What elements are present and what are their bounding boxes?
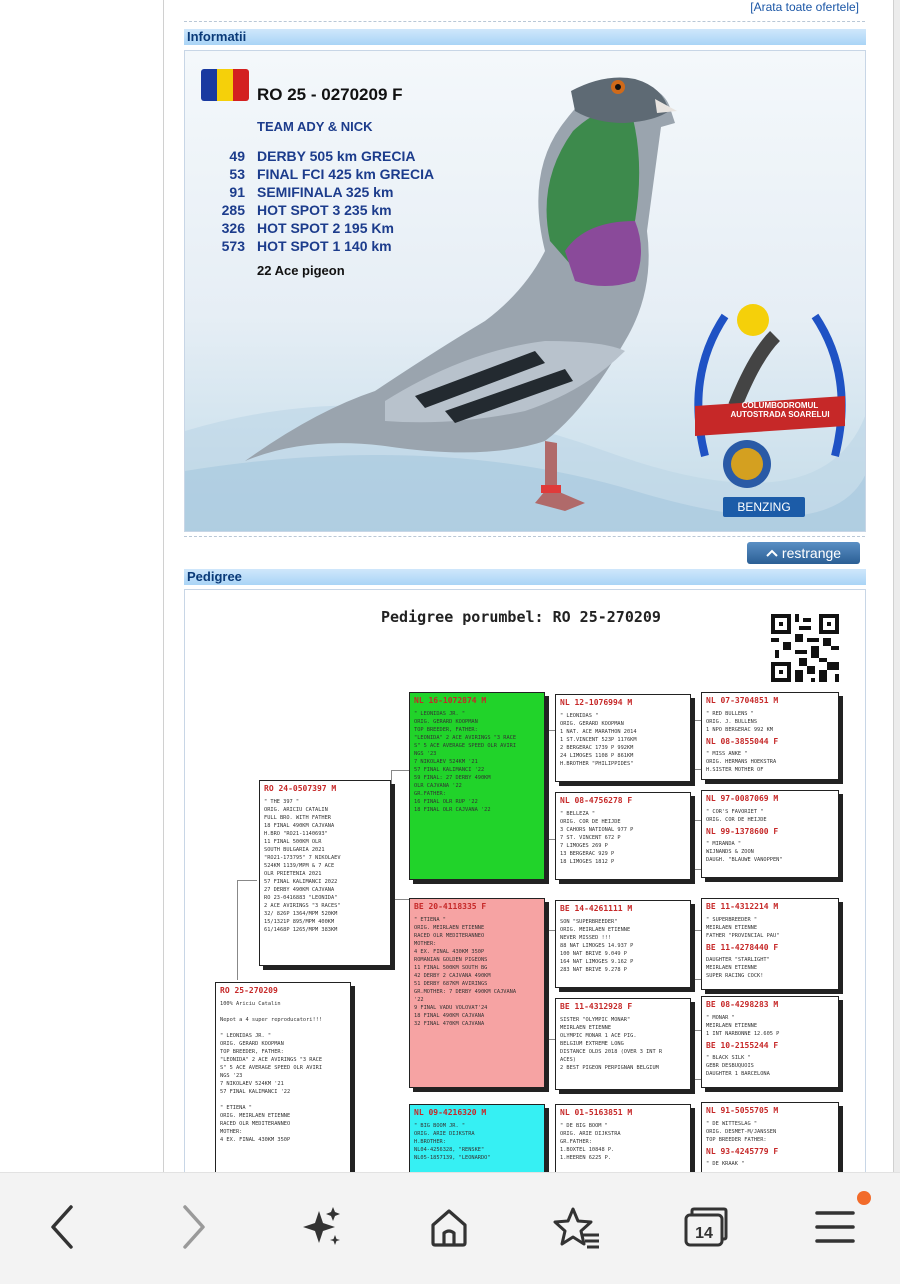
pedigree-connector (237, 880, 257, 980)
hamburger-menu-icon (813, 1205, 857, 1249)
card-notes: " BLACK SILK " GEBR DESBUQUOIS DAUGHTER 1 BARCELONA (706, 1055, 770, 1077)
card-ring-id: NL 12-1076994 M (560, 698, 633, 707)
result-row: 53 FINAL FCI 425 km GRECIA (229, 166, 435, 182)
card-notes: " ETIENA " ORIG. MEIRLAEN ETIENNE RACED OLR MEDITERANNEO MOTHER: 4 EX. FINAL 430KM 350P ROMANIAN GOLDEN PIGEONS 11 FINAL 500KM SOUTH BG 42 DERBY 2 CAJVANA 490KM 51 DERBY 687KM AVIRINGS GR.MOTHER: 7 DERBY 490KM CAJVANA '22 9 FINAL VADU VOLOVAT'24 18 FINAL 490KM CAJVANA 32 FINAL 470KM CAJVANA (414, 917, 517, 1027)
divider (184, 21, 865, 22)
chevron-up-icon (766, 543, 778, 565)
browser-bottom-nav (0, 1172, 900, 1284)
forward-button[interactable] (164, 1197, 224, 1257)
card-notes: SISTER "OLYMPIC MONAR" MEIRLAEN ETIENNE OLYMPIC MONAR 1 ACE PIG. BELGIUM EXTREME LONG DISTANCE OLDS 2018 (OVER 3 INT R ACES) 2 BEST PIGEON PERPIGNAN BELGIUM (560, 1017, 663, 1071)
pedigree-card-gen4 (701, 996, 839, 1088)
card-ring-id: NL 07-3704851 M (706, 696, 779, 705)
card-ring-id: NL 08-3855044 F (706, 737, 779, 746)
card-ring-id: BE 11-4312928 F (560, 1002, 633, 1011)
card-notes: " COR'S FAVORIET " ORIG. COR DE HEIJDE (706, 809, 767, 823)
card-notes: " LEONIDAS " ORIG. GERARD KOOPMAN 1 NAT. ACE MARATHON 2014 1 ST.VINCENT 523P 1176KM 2 BERGERAC 1739 P 992KM 24 LIMOGES 1108 P 861KM H.BROTHER "PHILIPPIDES" (560, 713, 637, 767)
pedigree-card-subject (215, 982, 351, 1172)
page-edge (894, 0, 900, 1172)
results-list (215, 147, 434, 255)
card-ring-id: NL 08-4756278 F (560, 796, 633, 805)
columbodrom-emblem-icon (685, 296, 855, 496)
result-row: 326 HOT SPOT 2 195 Km (221, 220, 394, 236)
card-notes: DAUGHTER "STARLIGHT" MEIRLAEN ETIENNE SUPER RACING COCK! (706, 957, 770, 979)
card-notes: " BIG BOOM JR. " ORIG. ARIE DIJKSTRA H.BROTHER: NL04-4256328, "RENSKE" NL05-1857139, "LEONARDO" (414, 1123, 491, 1161)
card-ring-id: NL 09-4216320 M (414, 1108, 487, 1117)
pedigree-card-gen4 (701, 898, 839, 990)
card-ring-id: BE 11-4312214 M (706, 902, 779, 911)
divider (184, 536, 865, 537)
result-row: 49 DERBY 505 km GRECIA (229, 148, 416, 164)
notification-dot (857, 1191, 871, 1205)
menu-button[interactable] (805, 1197, 865, 1257)
card-notes: " MIRANDA " WIJNANDS & ZOON DAUGH. "BLAUWE VANOPPEN" (706, 841, 783, 863)
card-ring-id: NL 99-1378600 F (706, 827, 779, 836)
ring-id: RO 25 - 0270209 F (257, 85, 403, 104)
card-notes: " DE WITTESLAG " ORIG. DESMET-M/JANSSEN TOP BREEDER FATHER: (706, 1121, 777, 1143)
card-ring-id: NL 93-4245779 F (706, 1147, 779, 1156)
result-row: 91 SEMIFINALA 325 km (229, 184, 394, 200)
pedigree-card-gen3 (555, 1104, 691, 1172)
card-notes: " SUPERBREEDER " MEIRLAEN ETIENNE FATHER "PROVINCIAL PAU" (706, 917, 780, 939)
pedigree-card-gen3 (555, 792, 691, 880)
card-ring-id: NL 16-1072874 M (414, 696, 487, 705)
card-notes: " RED BULLENS " ORIG. J. BULLENS 1 NPO BERGERAC 992 KM (706, 711, 773, 733)
star-list-icon (553, 1205, 601, 1249)
pedigree-card-gen3 (555, 694, 691, 782)
pedigree-card-dam (409, 898, 545, 1088)
home-icon (427, 1205, 471, 1249)
card-ring-id: BE 20-4118335 F (414, 902, 487, 911)
pedigree-title: Pedigree porumbel: RO 25-270209 (381, 608, 661, 626)
pedigree-card-father (259, 780, 391, 966)
card-ring-id: BE 08-4298283 M (706, 1000, 779, 1009)
bookmarks-button[interactable] (547, 1197, 607, 1257)
pedigree-card-grandsire (409, 1104, 545, 1172)
pedigree-card-gen4 (701, 692, 839, 780)
card-notes: " THE 397 " ORIG. ARICIU CATALIN FULL BRO. WITH FATHER 18 FINAL 490KM CAJVANA H.BRO "RO21-1140693" 11 FINAL 500KM OLR SOUTH BULGARIA 2021 "RO21-173795" 7 NIKOLAEV 524KM 1139/MPM & 7 ACE OLR PRIETENIA 2021 57 FINAL KALIMANCI 2022 27 DERBY 490KM CAJVANA RO 23-0416883 "LEONIDA" 2 ACE AVIRINGS "3 RACES" 32/ 826P 1364/MPM 520KM 15/1321P 895/MPM 400KM 61/1468P 1265/MPM 383KM (264, 799, 341, 933)
pedigree-card-gen3 (555, 998, 691, 1090)
back-button[interactable] (32, 1197, 92, 1257)
qr-code-icon (771, 614, 839, 682)
card-ring-id: BE 10-2155244 F (706, 1041, 779, 1050)
card-notes: SON "SUPERBREEDER" ORIG. MEIRLAEN ETIENNE NEVER MISSED !!! 88 NAT LIMOGES 14.937 P 100 NAT BRIVE 9.049 P 164 NAT LIMOGES 9.162 P 283 NAT BRIVE 9.278 P (560, 919, 634, 973)
ace-pigeon-label: 22 Ace pigeon (257, 263, 345, 278)
card-notes: " MISS ANKE " ORIG. HERMANS HOEKSTRA H.SISTER MOTHER OF (706, 751, 777, 773)
pedigree-card-gen4 (701, 1102, 839, 1172)
card-ring-id: RO 24-0507397 M (264, 784, 337, 793)
sparkle-icon (299, 1205, 343, 1249)
collapse-button[interactable]: restrange (747, 542, 860, 564)
romania-flag-icon (201, 69, 249, 101)
pedigree-section-header: Pedigree (184, 569, 866, 585)
card-notes: " DE BIG BOOM " ORIG. ARIE DIJKSTRA GR.FATHER: 1.BOXTEL 10848 P. 1.HEEREN 6225 P. (560, 1123, 621, 1161)
pedigree-card-sire (409, 692, 545, 880)
ai-assistant-button[interactable] (291, 1197, 351, 1257)
svg-text:14: 14 (695, 1225, 713, 1242)
card-ring-id: NL 91-5055705 M (706, 1106, 779, 1115)
tabs-button[interactable] (676, 1197, 736, 1257)
home-button[interactable] (419, 1197, 479, 1257)
pigeon-photo (184, 50, 866, 532)
card-notes: " MONAR " MEIRLAEN ETIENNE 1 INT NARBONNE 12.605 P (706, 1015, 780, 1037)
forward-arrow-icon (179, 1205, 209, 1249)
card-notes: 100% Ariciu Catalin Nepot a 4 super reproducatori!!! " LEONIDAS JR. " ORIG. GERARD KOOPMAN TOP BREEDER, FATHER: "LEONIDA" 2 ACE AVIRINGS "3 RACE S" 5 ACE AVERAGE SPEED OLR AVIRI NGS '23 7 NIKOLAEV 524KM '21 57 FINAL KALIMANCI '22 " ETIENA " ORIG. MEIRLAEN ETIENNE RACED OLR MEDITERANNEO MOTHER: 4 EX. FINAL 430KM 350P (220, 1001, 323, 1143)
emblem-text: COLUMBODROMUL AUTOSTRADA SOARELUI (730, 401, 830, 419)
back-arrow-icon (47, 1205, 77, 1249)
card-notes: " BELLEZA " ORIG. COR DE HEIJDE 3 CAHORS NATIONAL 977 P 7 ST. VINCENT 672 P 7 LIMOGES 269 P 13 BERGERAC 929 P 18 LIMOGES 1812 P (560, 811, 634, 865)
show-all-offers-link[interactable]: [Arata toate ofertele] (750, 0, 859, 14)
card-ring-id: RO 25-270209 (220, 986, 278, 995)
card-ring-id: BE 14-4261111 M (560, 904, 633, 913)
pedigree-document (184, 589, 866, 1172)
card-ring-id: NL 01-5163851 M (560, 1108, 633, 1117)
content-column (163, 0, 894, 1172)
result-row: 285 HOT SPOT 3 235 km (221, 202, 392, 218)
team-name: TEAM ADY & NICK (257, 119, 373, 134)
result-row: 573 HOT SPOT 1 140 km (221, 238, 392, 254)
benzing-logo: BENZING (723, 497, 805, 517)
card-notes: " LEONIDAS JR. " ORIG. GERARD KOOPMAN TOP BREEDER, FATHER: "LEONIDA" 2 ACE AVIRINGS "3 RACE S" 5 ACE AVERAGE SPEED OLR AVIRI NGS '23 7 NIKOLAEV 524KM '21 57 FINAL KALIMANCI '22 59 FINAL: 27 DERBY 490KM OLR CAJVANA '22 GR.FATHER: 16 FINAL OLR RUP '22 18 FINAL OLR CAJVANA '22 (414, 711, 517, 813)
card-ring-id: BE 11-4278440 F (706, 943, 779, 952)
card-ring-id: NL 97-0087069 M (706, 794, 779, 803)
info-section-header: Informatii (184, 29, 866, 45)
pedigree-card-gen3 (555, 900, 691, 988)
card-notes: " DE KRAAK " (706, 1161, 745, 1167)
tabs-icon (682, 1205, 730, 1249)
pedigree-connector (391, 770, 409, 900)
pedigree-card-gen4 (701, 790, 839, 878)
